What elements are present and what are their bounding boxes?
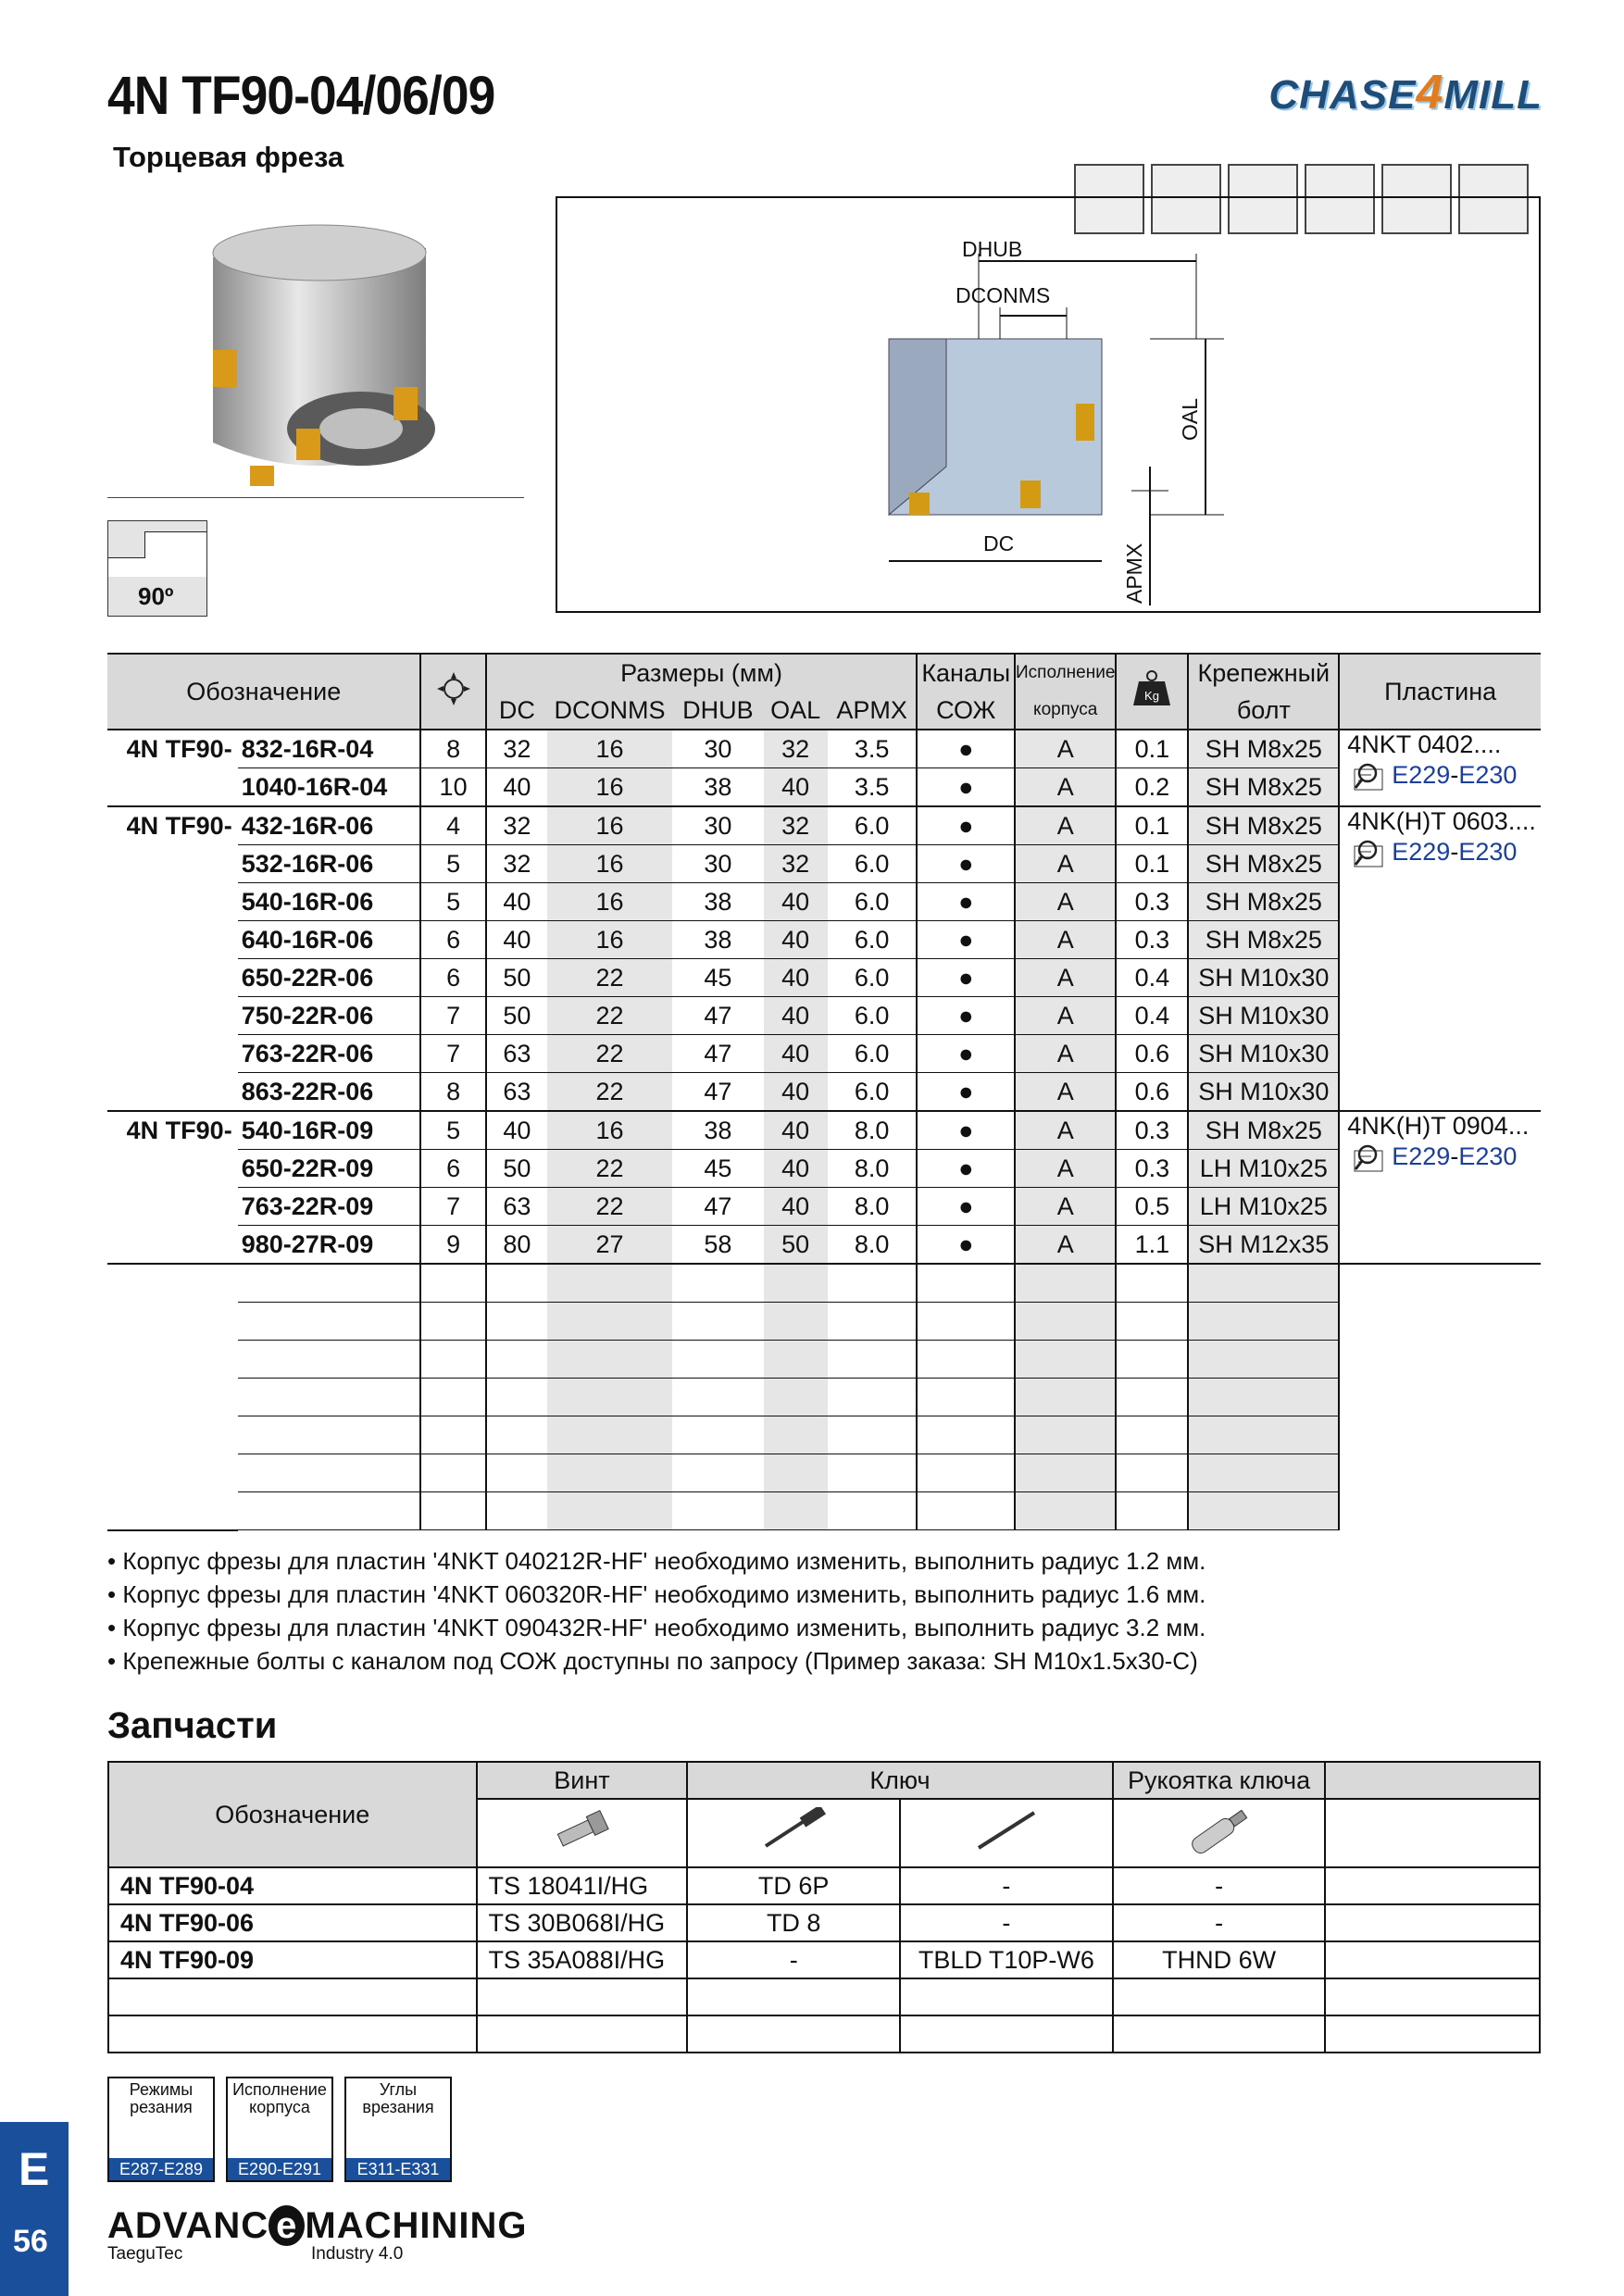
ref-page-a: E229 bbox=[1392, 761, 1451, 789]
cell-dc: 40 bbox=[486, 1111, 547, 1150]
cell-dconms: 16 bbox=[547, 806, 672, 845]
ref-cutting-data[interactable] bbox=[107, 2077, 215, 2182]
spare-row-key2: TBLD T10P-W6 bbox=[900, 1941, 1113, 1978]
footer-company: TaeguTec bbox=[107, 2244, 183, 2264]
spare-row-screw: TS 18041I/HG bbox=[477, 1867, 688, 1904]
cell-bolt: SH M8x25 bbox=[1188, 1111, 1339, 1150]
cell-dhub: 47 bbox=[672, 1188, 764, 1226]
insert-cell bbox=[1339, 730, 1541, 806]
cell-oal: 40 bbox=[764, 1035, 828, 1073]
cell-kg: 0.3 bbox=[1116, 1150, 1188, 1188]
spare-header-empty bbox=[1325, 1762, 1540, 1799]
cell-kg: 0.6 bbox=[1116, 1073, 1188, 1112]
cell-z: 6 bbox=[420, 1150, 485, 1188]
row-prefix: 4N TF90- bbox=[107, 806, 238, 845]
cell-coolant: ● bbox=[917, 1150, 1015, 1188]
cell-apmx: 6.0 bbox=[828, 1035, 918, 1073]
cell-z: 9 bbox=[420, 1226, 485, 1265]
technical-drawing bbox=[556, 196, 1541, 613]
row-prefix bbox=[107, 1035, 238, 1073]
table-row bbox=[107, 730, 1541, 768]
cell-dhub: 30 bbox=[672, 806, 764, 845]
cell-coolant: ● bbox=[917, 883, 1015, 921]
cell-kg: 0.4 bbox=[1116, 959, 1188, 997]
ref-ramping-angles[interactable] bbox=[344, 2077, 452, 2182]
cell-dhub: 38 bbox=[672, 768, 764, 807]
cell-dc: 50 bbox=[486, 1150, 547, 1188]
cell-dc: 32 bbox=[486, 806, 547, 845]
ref-body-version[interactable] bbox=[226, 2077, 333, 2182]
ref-page-a: E229 bbox=[1392, 838, 1451, 866]
cell-apmx: 8.0 bbox=[828, 1150, 918, 1188]
cell-dconms: 22 bbox=[547, 959, 672, 997]
cell-kg: 0.3 bbox=[1116, 1111, 1188, 1150]
col-header-coolant-2: СОЖ bbox=[917, 692, 1015, 730]
cell-dc: 80 bbox=[486, 1226, 547, 1265]
cell-z: 6 bbox=[420, 921, 485, 959]
cell-body: A bbox=[1015, 997, 1116, 1035]
table-row bbox=[107, 959, 1541, 997]
notes-list bbox=[107, 1544, 1206, 1678]
row-code: 650-22R-06 bbox=[238, 959, 421, 997]
empty-row bbox=[107, 1454, 1541, 1492]
cell-apmx: 8.0 bbox=[828, 1226, 918, 1265]
section-letter: E bbox=[19, 2143, 50, 2195]
row-prefix bbox=[107, 1150, 238, 1188]
cell-dc: 63 bbox=[486, 1035, 547, 1073]
ref-label: резания bbox=[130, 2098, 193, 2116]
spare-row-key2: - bbox=[900, 1867, 1113, 1904]
entry-angle-box bbox=[107, 520, 207, 617]
catalog-lookup-icon bbox=[1353, 839, 1386, 868]
cell-apmx: 8.0 bbox=[828, 1188, 918, 1226]
row-code: 763-22R-09 bbox=[238, 1188, 421, 1226]
cell-dhub: 47 bbox=[672, 1073, 764, 1112]
row-code: 863-22R-06 bbox=[238, 1073, 421, 1112]
table-row bbox=[107, 1226, 1541, 1265]
cell-body: A bbox=[1015, 921, 1116, 959]
cell-dconms: 22 bbox=[547, 1073, 672, 1112]
cell-oal: 50 bbox=[764, 1226, 828, 1265]
spare-parts-title: Запчасти bbox=[107, 1705, 278, 1746]
cell-oal: 40 bbox=[764, 883, 828, 921]
cell-z: 6 bbox=[420, 959, 485, 997]
cell-bolt: SH M8x25 bbox=[1188, 845, 1339, 883]
cell-dc: 50 bbox=[486, 959, 547, 997]
cell-dhub: 38 bbox=[672, 1111, 764, 1150]
cell-body: A bbox=[1015, 1073, 1116, 1112]
insert-ref[interactable] bbox=[1347, 761, 1541, 792]
cell-dconms: 16 bbox=[547, 845, 672, 883]
row-prefix bbox=[107, 883, 238, 921]
cell-dc: 40 bbox=[486, 768, 547, 807]
col-header-body-1: Исполнение bbox=[1015, 654, 1116, 692]
cell-oal: 40 bbox=[764, 1111, 828, 1150]
note-item: • Корпус фрезы для пластин '4NKT 040212R-HF' необходимо изменить, выполнить радиус 1.2 мм. bbox=[107, 1547, 1206, 1575]
col-header-bolt-1: Крепежный bbox=[1188, 654, 1339, 692]
cell-oal: 32 bbox=[764, 730, 828, 768]
row-code: 763-22R-06 bbox=[238, 1035, 421, 1073]
cell-body: A bbox=[1015, 845, 1116, 883]
cell-apmx: 6.0 bbox=[828, 959, 918, 997]
cell-body: A bbox=[1015, 1035, 1116, 1073]
spare-row-key1: TD 6P bbox=[687, 1867, 900, 1904]
table-row bbox=[107, 845, 1541, 883]
cell-z: 10 bbox=[420, 768, 485, 807]
ref-sep: - bbox=[1450, 761, 1459, 789]
spare-row-handle: - bbox=[1113, 1867, 1326, 1904]
cell-coolant: ● bbox=[917, 1188, 1015, 1226]
row-prefix bbox=[107, 1188, 238, 1226]
page-subtitle: Торцевая фреза bbox=[113, 141, 344, 173]
cell-z: 7 bbox=[420, 997, 485, 1035]
spare-parts-table bbox=[107, 1761, 1541, 2053]
cell-kg: 0.1 bbox=[1116, 845, 1188, 883]
weight-icon bbox=[1116, 654, 1188, 730]
cell-dhub: 47 bbox=[672, 1035, 764, 1073]
insert-ref[interactable] bbox=[1347, 1142, 1541, 1173]
col-header-insert: Пластина bbox=[1339, 654, 1541, 730]
col-header-dhub: DHUB bbox=[672, 692, 764, 730]
cell-kg: 0.1 bbox=[1116, 806, 1188, 845]
row-code: 980-27R-09 bbox=[238, 1226, 421, 1265]
cell-coolant: ● bbox=[917, 845, 1015, 883]
screw-icon bbox=[477, 1799, 688, 1867]
insert-name: 4NK(H)T 0904... bbox=[1347, 1112, 1530, 1140]
cell-apmx: 6.0 bbox=[828, 921, 918, 959]
dim-label-apmx: APMX bbox=[1122, 543, 1146, 604]
cell-dconms: 16 bbox=[547, 730, 672, 768]
cell-dconms: 27 bbox=[547, 1226, 672, 1265]
cell-dhub: 45 bbox=[672, 1150, 764, 1188]
spare-header-screw: Винт bbox=[477, 1762, 688, 1799]
empty-row bbox=[107, 1303, 1541, 1341]
table-row bbox=[107, 921, 1541, 959]
ref-label: Режимы bbox=[129, 2080, 194, 2099]
cell-dconms: 22 bbox=[547, 1035, 672, 1073]
cell-body: A bbox=[1015, 1150, 1116, 1188]
spare-header-key: Ключ bbox=[687, 1762, 1112, 1799]
cell-coolant: ● bbox=[917, 959, 1015, 997]
cell-bolt: LH M10x25 bbox=[1188, 1188, 1339, 1226]
cell-bolt: SH M8x25 bbox=[1188, 806, 1339, 845]
ref-label: корпуса bbox=[249, 2098, 310, 2116]
insert-name: 4NK(H)T 0603.... bbox=[1347, 807, 1536, 835]
spare-row-screw: TS 35A088I/HG bbox=[477, 1941, 688, 1978]
table-row bbox=[107, 883, 1541, 921]
cell-body: A bbox=[1015, 806, 1116, 845]
cell-dconms: 16 bbox=[547, 883, 672, 921]
cell-dc: 40 bbox=[486, 921, 547, 959]
empty-row bbox=[107, 1416, 1541, 1454]
spare-row-key1: TD 8 bbox=[687, 1904, 900, 1941]
cell-dconms: 16 bbox=[547, 768, 672, 807]
row-prefix bbox=[107, 845, 238, 883]
cell-body: A bbox=[1015, 1188, 1116, 1226]
ref-label: врезания bbox=[362, 2098, 434, 2116]
cell-dconms: 22 bbox=[547, 997, 672, 1035]
note-item: • Корпус фрезы для пластин '4NKT 060320R-HF' необходимо изменить, выполнить радиус 1.6 мм. bbox=[107, 1580, 1206, 1608]
cell-coolant: ● bbox=[917, 997, 1015, 1035]
cell-dconms: 22 bbox=[547, 1150, 672, 1188]
spare-row-designation: 4N TF90-09 bbox=[108, 1941, 477, 1978]
row-prefix: 4N TF90- bbox=[126, 734, 232, 763]
cell-kg: 0.5 bbox=[1116, 1188, 1188, 1226]
cell-z: 4 bbox=[420, 806, 485, 845]
torx-screwdriver-icon bbox=[687, 1799, 900, 1867]
col-header-body-2: корпуса bbox=[1015, 692, 1116, 730]
row-prefix bbox=[107, 997, 238, 1035]
section-tab bbox=[0, 2122, 69, 2296]
row-code: 532-16R-06 bbox=[238, 845, 421, 883]
cell-z: 5 bbox=[420, 883, 485, 921]
col-header-coolant-1: Каналы bbox=[917, 654, 1015, 692]
cell-coolant: ● bbox=[917, 730, 1015, 768]
cell-dconms: 16 bbox=[547, 1111, 672, 1150]
cell-kg: 1.1 bbox=[1116, 1226, 1188, 1265]
table-row bbox=[107, 1035, 1541, 1073]
cell-apmx: 6.0 bbox=[828, 883, 918, 921]
cell-bolt: LH M10x25 bbox=[1188, 1150, 1339, 1188]
cell-dc: 63 bbox=[486, 1188, 547, 1226]
cell-kg: 0.3 bbox=[1116, 883, 1188, 921]
cell-dhub: 38 bbox=[672, 921, 764, 959]
row-prefix bbox=[107, 1073, 238, 1112]
entry-angle-label: 90º bbox=[138, 582, 174, 610]
row-code: 640-16R-06 bbox=[238, 921, 421, 959]
cell-oal: 40 bbox=[764, 1188, 828, 1226]
table-row bbox=[107, 1150, 1541, 1188]
ref-page-b: E230 bbox=[1458, 1142, 1518, 1170]
col-header-apmx: APMX bbox=[828, 692, 918, 730]
spare-header-handle: Рукоятка ключа bbox=[1113, 1762, 1326, 1799]
ref-pages: E287-E289 bbox=[109, 2158, 213, 2180]
cell-dc: 32 bbox=[486, 845, 547, 883]
table-row bbox=[107, 1073, 1541, 1112]
cell-apmx: 3.5 bbox=[828, 730, 918, 768]
col-header-designation: Обозначение bbox=[107, 654, 420, 730]
empty-row bbox=[107, 1492, 1541, 1530]
brand-logo: CHASE4MILL bbox=[1268, 66, 1543, 119]
cell-oal: 40 bbox=[764, 959, 828, 997]
cell-kg: 0.6 bbox=[1116, 1035, 1188, 1073]
ref-label: Исполнение bbox=[232, 2080, 327, 2099]
cell-apmx: 8.0 bbox=[828, 1111, 918, 1150]
row-prefix bbox=[107, 921, 238, 959]
row-code: 832-16R-04 bbox=[238, 730, 421, 768]
cell-dc: 32 bbox=[486, 730, 547, 768]
insert-name: 4NKT 0402.... bbox=[1347, 730, 1502, 758]
cell-apmx: 6.0 bbox=[828, 845, 918, 883]
footer-tagline: Industry 4.0 bbox=[311, 2244, 404, 2264]
empty-row bbox=[107, 1264, 1541, 1303]
row-prefix bbox=[107, 1226, 238, 1265]
table-row bbox=[107, 1111, 1541, 1150]
table-row bbox=[107, 768, 1541, 807]
cell-dhub: 30 bbox=[672, 730, 764, 768]
cell-dconms: 22 bbox=[547, 1188, 672, 1226]
ref-sep: - bbox=[1450, 838, 1459, 866]
page-title: 4N TF90-04/06/09 bbox=[107, 66, 495, 126]
cell-bolt: SH M12x35 bbox=[1188, 1226, 1339, 1265]
note-item: • Корпус фрезы для пластин '4NKT 090432R-HF' необходимо изменить, выполнить радиус 3.2 мм. bbox=[107, 1614, 1206, 1641]
key-handle-icon bbox=[1113, 1799, 1326, 1867]
cell-bolt: SH M10x30 bbox=[1188, 959, 1339, 997]
ref-pages: E311-E331 bbox=[346, 2158, 450, 2180]
teeth-count-icon bbox=[420, 654, 485, 730]
row-prefix: 4N TF90- bbox=[107, 1111, 238, 1150]
row-code: 650-22R-09 bbox=[238, 1150, 421, 1188]
cell-coolant: ● bbox=[917, 1073, 1015, 1112]
row-code: 540-16R-06 bbox=[238, 883, 421, 921]
cell-z: 5 bbox=[420, 1111, 485, 1150]
ref-sep: - bbox=[1450, 1142, 1459, 1170]
row-code: 540-16R-09 bbox=[238, 1111, 421, 1150]
table-row bbox=[107, 1188, 1541, 1226]
svg-text:Kg: Kg bbox=[1144, 688, 1160, 703]
torx-blade-icon bbox=[900, 1799, 1113, 1867]
cell-oal: 40 bbox=[764, 1150, 828, 1188]
cell-coolant: ● bbox=[917, 921, 1015, 959]
insert-cell bbox=[1339, 806, 1541, 1111]
cell-oal: 40 bbox=[764, 921, 828, 959]
dim-label-dconms: DCONMS bbox=[956, 283, 1051, 307]
cell-z: 7 bbox=[420, 1035, 485, 1073]
cell-dc: 50 bbox=[486, 997, 547, 1035]
insert-ref[interactable] bbox=[1347, 838, 1541, 868]
cell-bolt: SH M8x25 bbox=[1188, 921, 1339, 959]
dim-label-dc: DC bbox=[983, 531, 1015, 555]
cell-kg: 0.3 bbox=[1116, 921, 1188, 959]
cell-z: 8 bbox=[420, 730, 485, 768]
cutter-specs-table bbox=[107, 653, 1541, 1531]
cell-bolt: SH M8x25 bbox=[1188, 768, 1339, 807]
cell-dhub: 58 bbox=[672, 1226, 764, 1265]
spare-row-handle: - bbox=[1113, 1904, 1326, 1941]
spare-row-key1: - bbox=[687, 1941, 900, 1978]
cell-kg: 0.2 bbox=[1116, 768, 1188, 807]
cell-bolt: SH M10x30 bbox=[1188, 1073, 1339, 1112]
dim-label-oal: OAL bbox=[1178, 397, 1202, 441]
cell-coolant: ● bbox=[917, 806, 1015, 845]
cell-bolt: SH M8x25 bbox=[1188, 883, 1339, 921]
spare-row-designation: 4N TF90-06 bbox=[108, 1904, 477, 1941]
table-row bbox=[107, 806, 1541, 845]
cell-body: A bbox=[1015, 768, 1116, 807]
ref-page-a: E229 bbox=[1392, 1142, 1451, 1170]
dim-label-dhub: DHUB bbox=[962, 237, 1023, 261]
spare-header-designation: Обозначение bbox=[108, 1762, 477, 1867]
cell-apmx: 6.0 bbox=[828, 1073, 918, 1112]
col-header-dc: DC bbox=[486, 692, 547, 730]
col-header-dimensions: Размеры (мм) bbox=[486, 654, 918, 692]
cell-dhub: 30 bbox=[672, 845, 764, 883]
cell-kg: 0.1 bbox=[1116, 730, 1188, 768]
cell-dc: 63 bbox=[486, 1073, 547, 1112]
cell-coolant: ● bbox=[917, 768, 1015, 807]
cell-oal: 32 bbox=[764, 845, 828, 883]
row-prefix bbox=[107, 768, 238, 807]
cell-oal: 40 bbox=[764, 1073, 828, 1112]
ref-pages: E290-E291 bbox=[228, 2158, 331, 2180]
col-header-oal: OAL bbox=[764, 692, 828, 730]
cell-apmx: 6.0 bbox=[828, 997, 918, 1035]
cell-dhub: 47 bbox=[672, 997, 764, 1035]
ref-page-b: E230 bbox=[1458, 761, 1518, 789]
cell-body: A bbox=[1015, 1111, 1116, 1150]
cell-apmx: 3.5 bbox=[828, 768, 918, 807]
footer-logo: ADVANC e MACHINING bbox=[107, 2205, 528, 2246]
cell-z: 7 bbox=[420, 1188, 485, 1226]
cell-coolant: ● bbox=[917, 1226, 1015, 1265]
page-number: 56 bbox=[13, 2224, 48, 2259]
cell-z: 5 bbox=[420, 845, 485, 883]
cell-bolt: SH M8x25 bbox=[1188, 730, 1339, 768]
catalog-lookup-icon bbox=[1353, 1143, 1386, 1173]
cell-bolt: SH M10x30 bbox=[1188, 997, 1339, 1035]
cell-dhub: 38 bbox=[672, 883, 764, 921]
empty-row bbox=[107, 1379, 1541, 1416]
cell-body: A bbox=[1015, 959, 1116, 997]
note-item: • Крепежные болты с каналом под СОЖ доступны по запросу (Пример заказа: SH M10x1.5x30-C) bbox=[107, 1647, 1198, 1675]
cell-bolt: SH M10x30 bbox=[1188, 1035, 1339, 1073]
row-code: 1040-16R-04 bbox=[238, 768, 421, 807]
cell-oal: 40 bbox=[764, 997, 828, 1035]
cell-body: A bbox=[1015, 883, 1116, 921]
cell-z: 8 bbox=[420, 1073, 485, 1112]
cell-apmx: 6.0 bbox=[828, 806, 918, 845]
col-header-bolt-2: болт bbox=[1188, 692, 1339, 730]
col-header-dconms: DCONMS bbox=[547, 692, 672, 730]
catalog-lookup-icon bbox=[1353, 762, 1386, 792]
spare-row-handle: THND 6W bbox=[1113, 1941, 1326, 1978]
spare-row-screw: TS 30B068I/HG bbox=[477, 1904, 688, 1941]
row-prefix bbox=[107, 959, 238, 997]
row-code: 750-22R-06 bbox=[238, 997, 421, 1035]
cell-coolant: ● bbox=[917, 1035, 1015, 1073]
cell-oal: 40 bbox=[764, 768, 828, 807]
cell-kg: 0.4 bbox=[1116, 997, 1188, 1035]
spare-row-key2: - bbox=[900, 1904, 1113, 1941]
image-divider bbox=[107, 497, 524, 498]
cell-dconms: 16 bbox=[547, 921, 672, 959]
insert-cell bbox=[1339, 1111, 1541, 1264]
cell-dhub: 45 bbox=[672, 959, 764, 997]
cell-dc: 40 bbox=[486, 883, 547, 921]
cell-oal: 32 bbox=[764, 806, 828, 845]
cell-body: A bbox=[1015, 1226, 1116, 1265]
ref-label: Углы bbox=[379, 2080, 418, 2099]
row-code: 432-16R-06 bbox=[238, 806, 421, 845]
cell-coolant: ● bbox=[917, 1111, 1015, 1150]
table-row bbox=[107, 997, 1541, 1035]
cell-body: A bbox=[1015, 730, 1116, 768]
spare-row-designation: 4N TF90-04 bbox=[108, 1867, 477, 1904]
cutter-product-image bbox=[185, 211, 454, 489]
empty-row bbox=[107, 1341, 1541, 1379]
ref-page-b: E230 bbox=[1458, 838, 1518, 866]
